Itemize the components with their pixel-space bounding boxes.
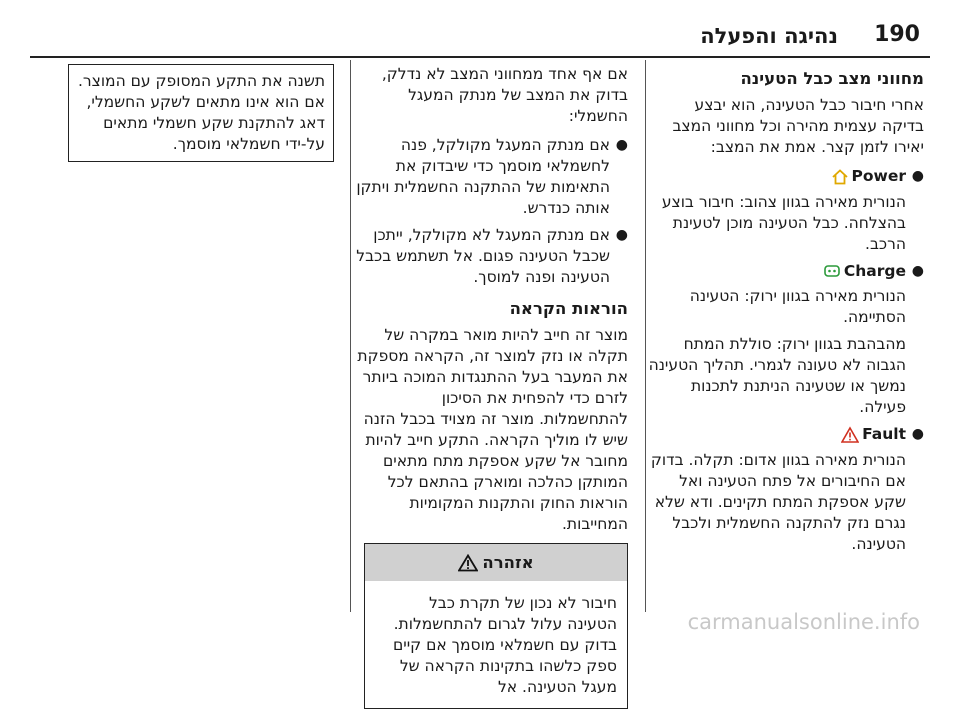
column-divider [350,60,351,612]
header-rule [30,56,930,58]
power-title: Power [831,166,907,187]
note-box [68,64,334,162]
warning-icon [841,426,859,444]
warning-text: חיבור לא נכון של תקרת כבל הטעינה עלול לגרום להתחשמלות. בדוק עם חשמלאי מוסמך אם קיים ספק כלשהו בתקינות הקראה של מעגל הטעינה. אל [392,594,617,696]
status-indicators-heading: מחווני מצב כבל הטעינה [740,69,924,88]
plug-icon [823,262,841,280]
grounding-text: מוצר זה חייב להיות מואר במקרה של תקלה או נזק למוצר זה, הקראה מספקת את המעבר בעל ההתנגדות המוכה ביותר לזרם כדי להפחית את הסיכון להתחשמלות. מוצר זה מצויד בכבל הזנה שיש לו מוליך הקראה. התקע חייב להיות מחובר אל שקע אספקת מתח מתאים המותקן כהלכה ומוארק בהתאם לכל הוראות החוק והתקנות המקומיות המחייבות. [357,326,628,533]
warning-icon [458,554,478,572]
fault-title: Fault [841,424,906,445]
power-item [648,166,924,255]
breaker-text: אם מנתק המעגל לא מקולקל, ייתכן שכבל הטעינה פגום. אל תשתמש בכבל הטעינה ופנה למוסך. [356,226,610,286]
charge-text: הנורית מאירה בגוון ירוק: הטעינה הסתיימה. [689,287,906,326]
warning-title: אזהרה [482,553,534,572]
charge-text-2: מהבהבת בגוון ירוק: סוללת המתח הגבוה לא טעונה לגמרי. תהליך הטעינה נמשך או שטעינה הניתנת לתכנות פעילה. [648,335,906,416]
column-right [648,64,924,561]
watermark: carmanualsonline.info [687,610,920,634]
column-middle [352,64,628,709]
breaker-item [352,135,628,219]
bullet-dot: ● [911,262,924,279]
warning-header [365,544,627,581]
bullet-dot: ● [615,137,628,153]
charge-title: Charge [823,261,906,282]
bullet-dot: ● [911,426,924,442]
column-left [68,64,334,162]
bullet-dot: ● [911,168,924,184]
breaker-intro: אם אף אחד ממחווני המצב לא נדלק, בדוק את המצב של מנתק המעגל החשמלי: [381,65,628,125]
status-intro: אחרי חיבור כבל הטעינה, הוא יבצע בדיקה עצמית מהירה וכל מחווני המצב יאירו לזמן קצר. אמת את המצב: [672,96,924,156]
page-header [0,0,960,58]
page-number: 190 [874,22,920,47]
power-text: הנורית מאירה בגוון צהוב: חיבור בוצע בהצלחה. כבל הטעינה מוכן לטעינת הרכב. [661,192,906,253]
section-title: נהיגה והפעלה [700,24,838,48]
note-text: תשנה את התקע המסופק עם המוצר. אם הוא אינו מתאים לשקע החשמלי, דאג להתקנת שקע חשמלי מתאים על-ידי חשמלאי מוסמך. [77,72,325,153]
bullet-dot: ● [615,227,628,243]
fault-item [648,424,924,555]
fault-text: הנורית מאירה בגוון אדום: תקלה. בדוק אם החיבורים אל פתח הטעינה ואל שקע אספקת המתח תקינים. ודא שלא נגרם נזק להתקנה החשמלית ולכבל הטעינה. [650,450,906,553]
grounding-heading: הוראות הקראה [509,299,628,318]
charge-item [648,261,924,419]
column-divider [645,60,646,612]
breaker-item [352,225,628,288]
house-icon [831,168,849,186]
warning-box [364,543,628,709]
breaker-text: אם מנתק המעגל מקולקל, פנה לחשמלאי מוסמך כדי שיבדוק את התאימות של ההתקנה החשמלית ויתקן אותה כנדרש. [356,136,610,217]
